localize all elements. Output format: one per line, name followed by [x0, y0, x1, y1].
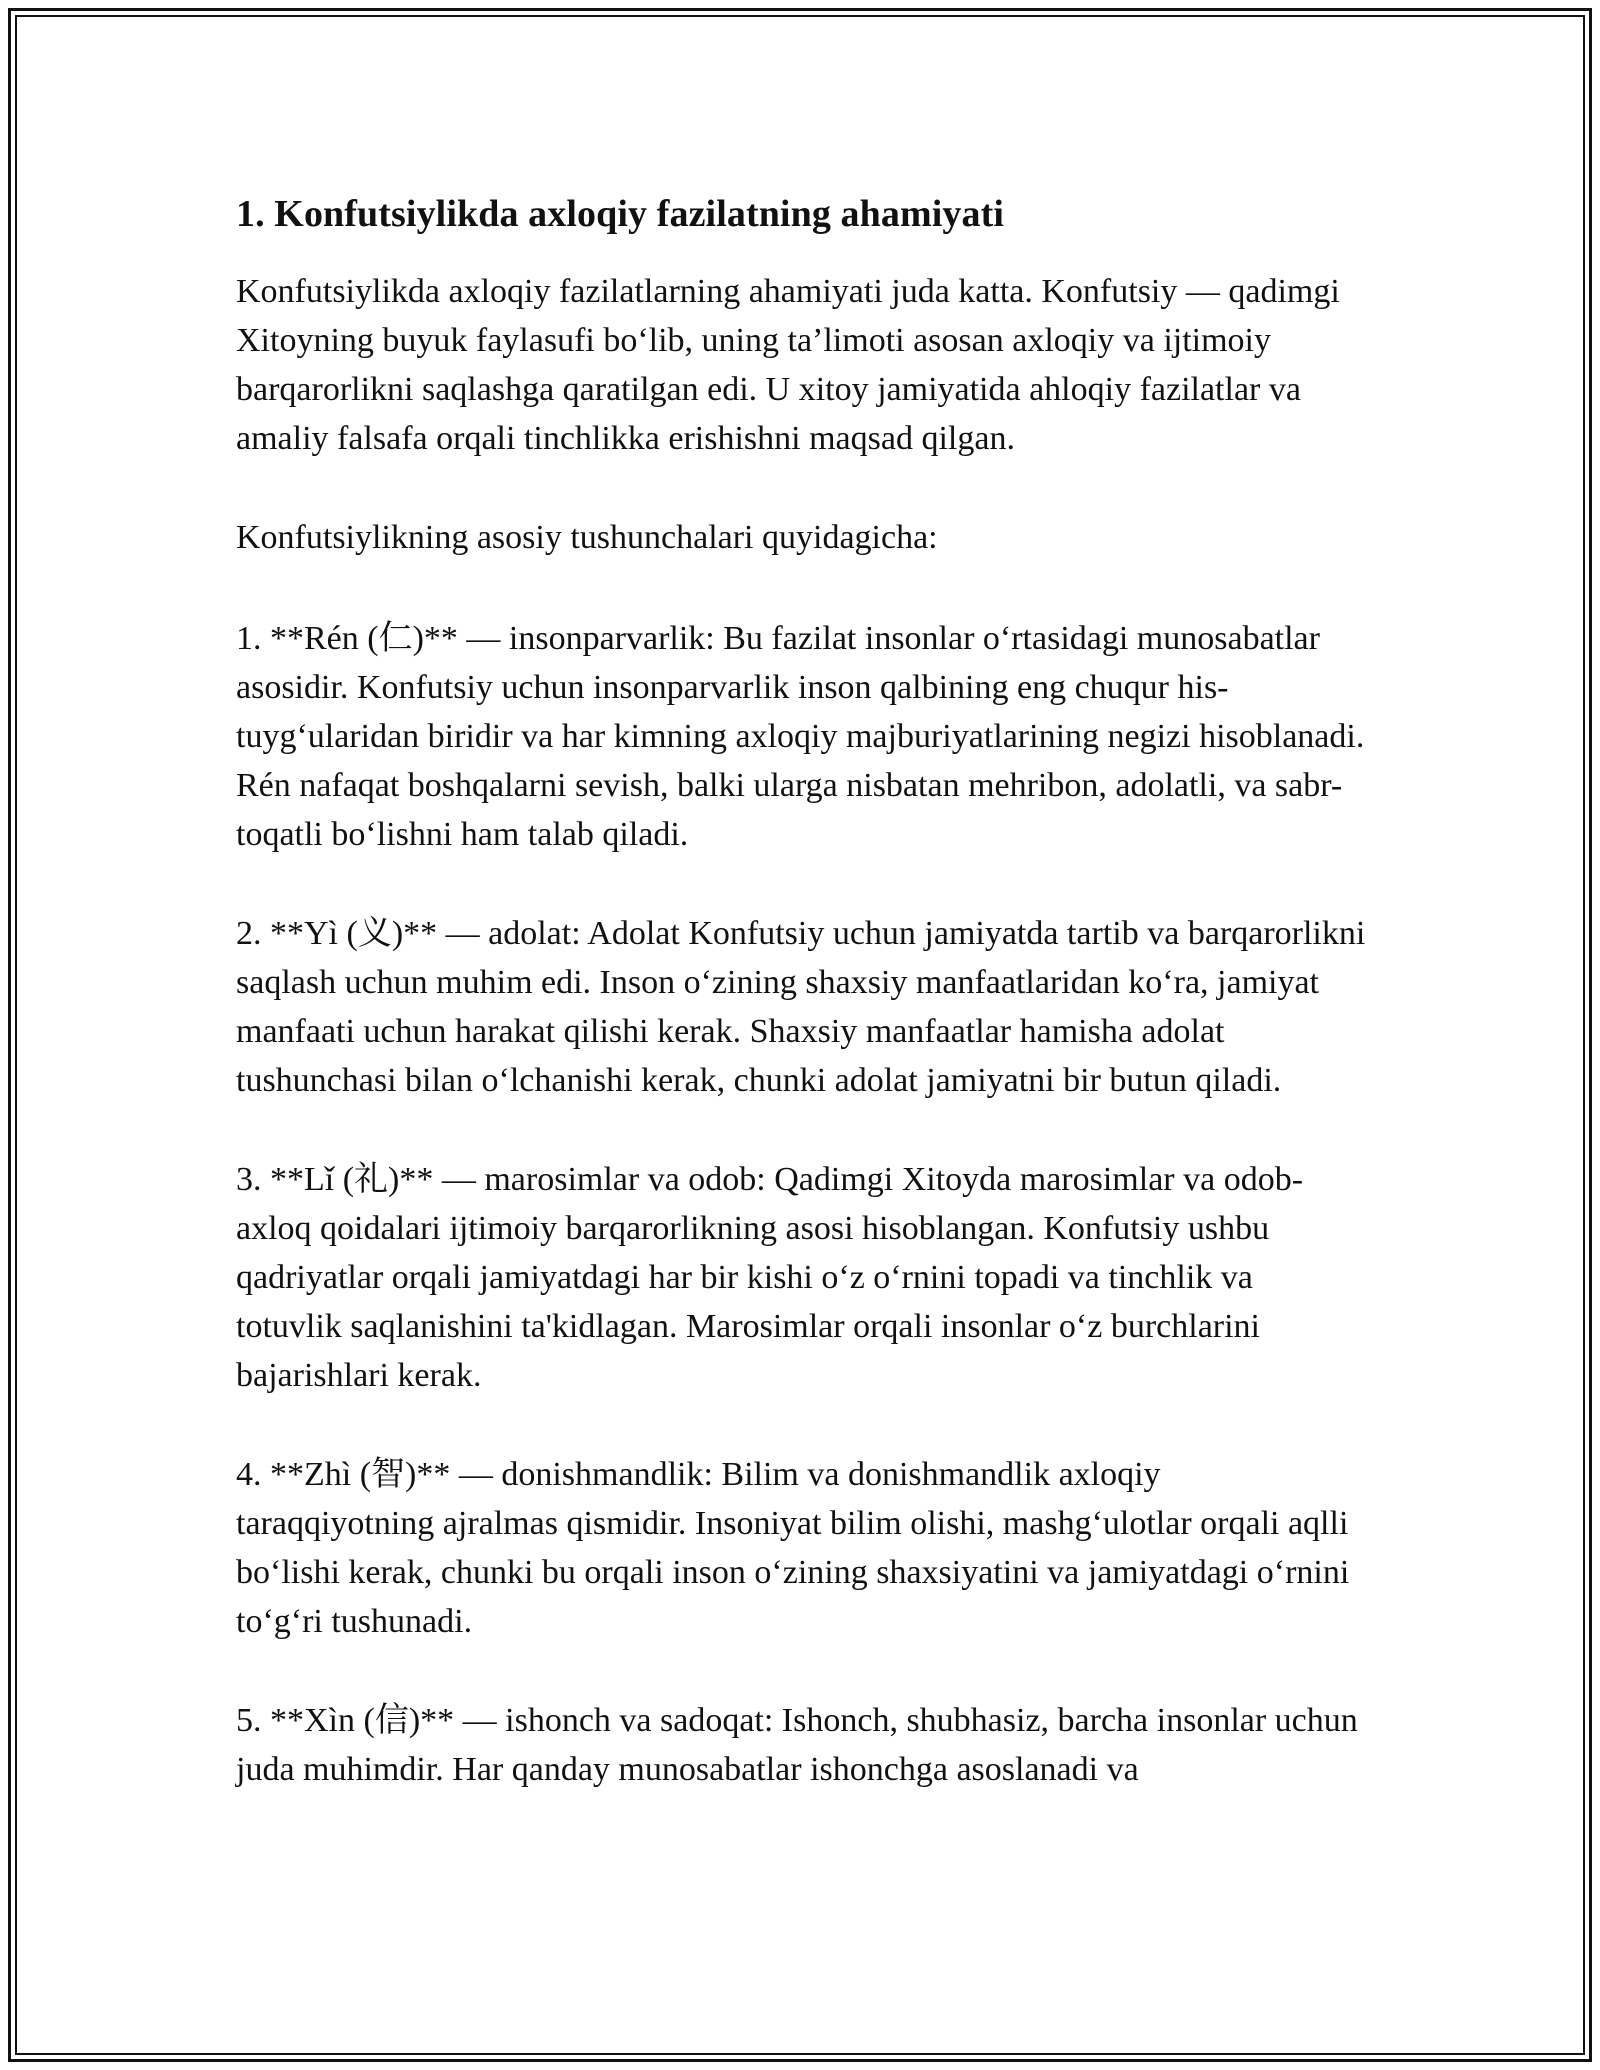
list-item-li: 3. **Lǐ (礼)** — marosimlar va odob: Qadimgi Xitoyda marosimlar va odob-axloq qoidalari ijtimoiy barqarorlikning asosi hisoblangan. Konfutsiy ushbu qadriyatlar orqali jamiyatdagi har bir kishi o‘z o‘rnini topadi va tinchlik va totuvlik saqlanishini ta'kidlagan. Marosimlar orqali insonlar o‘z burchlarini bajarishlari kerak. [236, 1161, 1304, 1394]
list-item-xin: 5. **Xìn (信)** — ishonch va sadoqat: Ishonch, shubhasiz, barcha insonlar uchun juda muhimdir. Har qanday munosabatlar ishonchga asoslanadi va [236, 1702, 1358, 1788]
list-item-ren: 1. **Rén (仁)** — insonparvarlik: Bu fazilat insonlar o‘rtasidagi munosabatlar asosidir. Konfutsiy uchun insonparvarlik inson qalbining eng chuqur his-tuyg‘ularidan biridir va har kimning axloqiy majburiyatlarining negizi hisoblanadi. Rén nafaqat boshqalarni sevish, balki ularga nisbatan mehribon, adolatli, va sabr-toqatli bo‘lishni ham talab qiladi. [236, 620, 1365, 853]
document-body [236, 186, 1366, 1844]
section-heading: 1. Konfutsiylikda axloqiy fazilatning ahamiyati [236, 193, 1004, 235]
list-item-yi: 2. **Yì (义)** — adolat: Adolat Konfutsiy uchun jamiyatda tartib va barqarorlikni saqlash uchun muhim edi. Inson o‘zining shaxsiy manfaatlaridan ko‘ra, jamiyat manfaati uchun harakat qilishi kerak. Shaxsiy manfaatlar hamisha adolat tushunchasi bilan o‘lchanishi kerak, chunki adolat jamiyatni bir butun qiladi. [236, 915, 1366, 1099]
intro-paragraph: Konfutsiylikda axloqiy fazilatlarning ahamiyati juda katta. Konfutsiy — qadimgi Xitoyning buyuk faylasufi bo‘lib, uning ta’limoti asosan axloqiy va ijtimoiy barqarorlikni saqlashga qaratilgan edi. U xitoy jamiyatida ahloqiy fazilatlar va amaliy falsafa orqali tinchlikka erishishni maqsad qilgan. [236, 273, 1340, 457]
list-item-zhi: 4. **Zhì (智)** — donishmandlik: Bilim va donishmandlik axloqiy taraqqiyotning ajralmas qismidir. Insoniyat bilim olishi, mashg‘ulotlar orqali aqlli bo‘lishi kerak, chunki bu orqali inson o‘zining shaxsiyatini va jamiyatdagi o‘rnini to‘g‘ri tushunadi. [236, 1456, 1350, 1640]
concepts-intro: Konfutsiylikning asosiy tushunchalari quyidagicha: [236, 519, 938, 556]
